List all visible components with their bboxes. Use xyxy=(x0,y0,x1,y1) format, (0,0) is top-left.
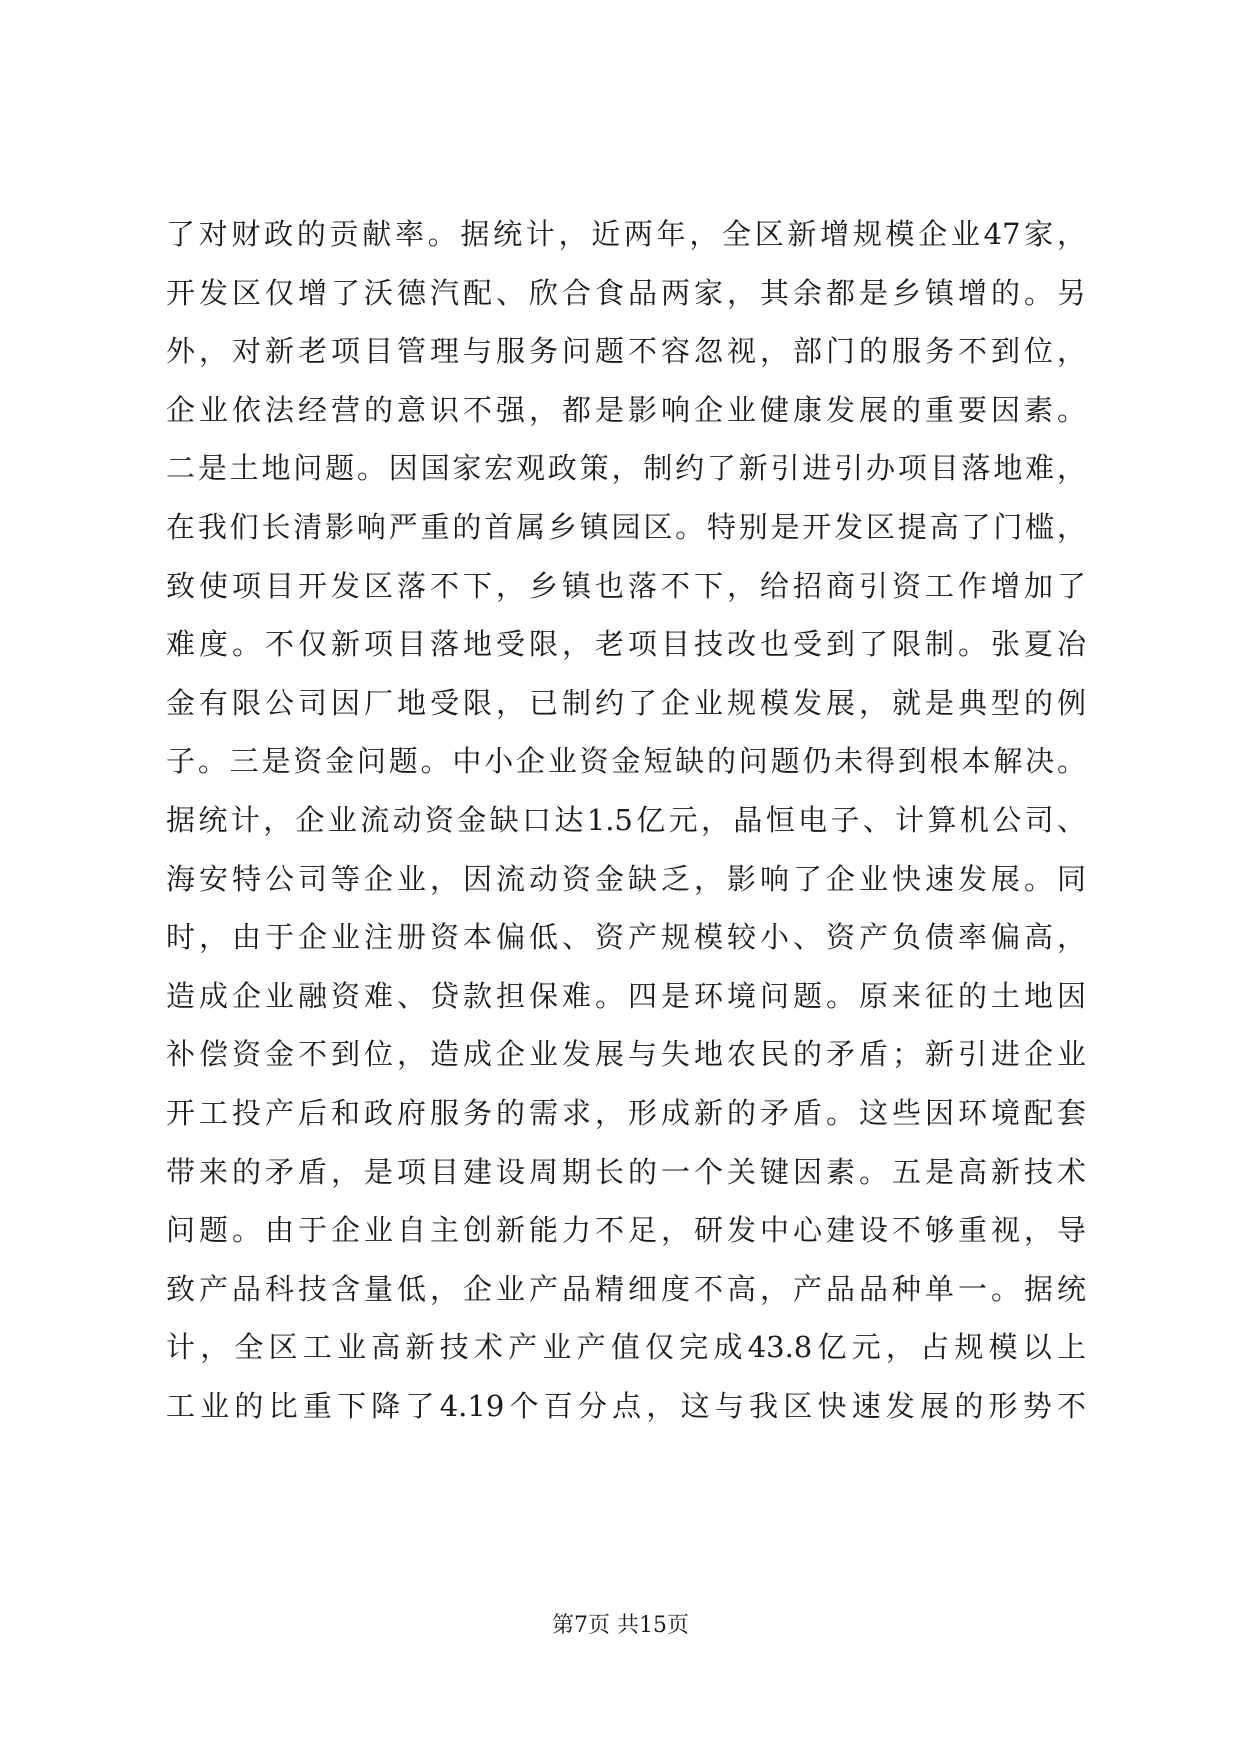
text-line: 工业的比重下降了4.19个百分点，这与我区快速发展的形势不 xyxy=(166,1388,1086,1423)
text-line: 海安特公司等企业，因流动资金缺乏，影响了企业快速发展。同 xyxy=(166,861,1086,896)
body-text xyxy=(166,205,1086,1435)
text-line: 了对财政的贡献率。据统计，近两年，全区新增规模企业47家， xyxy=(166,217,1086,251)
text-line: 二是土地问题。因国家宏观政策，制约了新引进引办项目落地难， xyxy=(166,451,1086,486)
text-line: 时，由于企业注册资本偏低、资产规模较小、资产负债率偏高， xyxy=(166,920,1086,955)
text-line: 计，全区工业高新技术产业产值仅完成43.8亿元，占规模以上 xyxy=(166,1330,1086,1365)
text-line: 致使项目开发区落不下，乡镇也落不下，给招商引资工作增加了 xyxy=(166,568,1086,603)
text-line: 问题。由于企业自主创新能力不足，研发中心建设不够重视，导 xyxy=(166,1213,1086,1248)
text-line: 据统计，企业流动资金缺口达1.5亿元，晶恒电子、计算机公司、 xyxy=(166,802,1086,837)
text-line: 开发区仅增了沃德汽配、欣合食品两家，其余都是乡镇增的。另 xyxy=(166,275,1086,310)
page-footer: 第7页 共15页 xyxy=(552,1613,689,1638)
text-line: 致产品科技含量低，企业产品精细度不高，产品品种单一。据统 xyxy=(166,1271,1086,1306)
text-line: 带来的矛盾，是项目建设周期长的一个关键因素。五是高新技术 xyxy=(166,1154,1086,1189)
text-line: 在我们长清影响严重的首属乡镇园区。特别是开发区提高了门槛， xyxy=(166,509,1086,544)
text-line: 子。三是资金问题。中小企业资金短缺的问题仍未得到根本解决。 xyxy=(166,744,1086,779)
text-line: 补偿资金不到位，造成企业发展与失地农民的矛盾；新引进企业 xyxy=(166,1037,1086,1072)
text-line: 金有限公司因厂地受限，已制约了企业规模发展，就是典型的例 xyxy=(166,685,1086,720)
text-line: 企业依法经营的意识不强，都是影响企业健康发展的重要因素。 xyxy=(166,392,1086,427)
text-line: 造成企业融资难、贷款担保难。四是环境问题。原来征的土地因 xyxy=(166,978,1086,1013)
text-line: 开工投产后和政府服务的需求，形成新的矛盾。这些因环境配套 xyxy=(166,1095,1086,1130)
text-line: 难度。不仅新项目落地受限，老项目技改也受到了限制。张夏冶 xyxy=(166,627,1086,662)
text-line: 外，对新老项目管理与服务问题不容忽视，部门的服务不到位， xyxy=(166,334,1086,369)
